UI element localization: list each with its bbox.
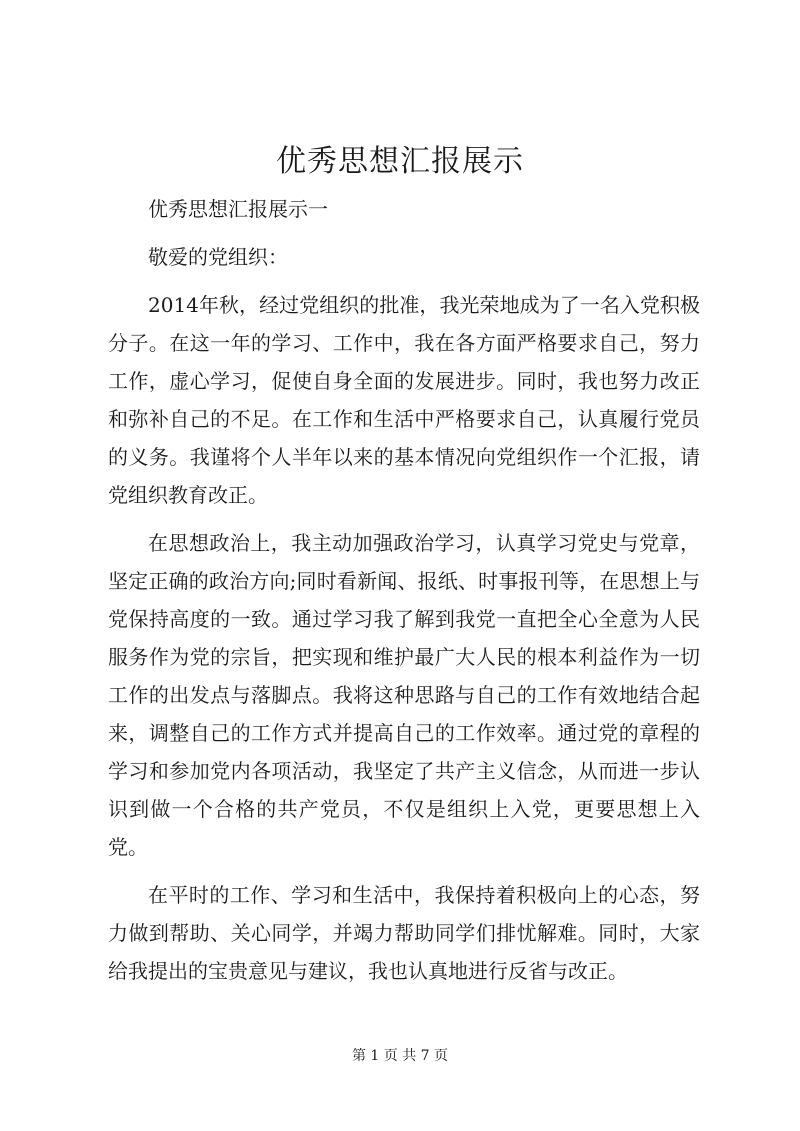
paragraph-3: 在平时的工作、学习和生活中，我保持着积极向上的心态，努力做到帮助、关心同学，并竭力帮助同学们排忧解难。同时，大家给我提出的宝贵意见与建议，我也认真地进行反省与改正。	[108, 883, 700, 983]
salutation: 敬爱的党组织：	[148, 245, 288, 269]
page-footer: 第 1 页 共 7 页	[351, 1048, 449, 1064]
page-title: 优秀思想汇报展示	[276, 144, 524, 179]
paragraph-1: 2014年秋，经过党组织的批准，我光荣地成为了一名入党积极分子。在这一年的学习、工作中，我在各方面严格要求自己，努力工作，虚心学习，促使自身全面的发展进步。同时，我也努力改正和弥补自己的不足。在工作和生活中严格要求自己，认真履行党员的义务。我谨将个人半年以来的基本情况向党组织作一个汇报，请党组织教育改正。	[108, 293, 700, 507]
paragraph-2: 在思想政治上，我主动加强政治学习，认真学习党史与党章，坚定正确的政治方向;同时看新闻、报纸、时事报刊等，在思想上与党保持高度的一致。通过学习我了解到我党一直把全心全意为人民服务作为党的宗旨，把实现和维护最广大人民的根本利益作为一切工作的出发点与落脚点。我将这种思路与自己的工作有效地结合起来，调整自己的工作方式并提高自己的工作效率。通过党的章程的学习和参加党内各项活动，我坚定了共产主义信念，从而进一步认识到做一个合格的共产党员，不仅是组织上入党，更要思想上入党。	[108, 531, 700, 859]
subtitle: 优秀思想汇报展示一	[148, 197, 328, 221]
document-body	[108, 190, 700, 990]
